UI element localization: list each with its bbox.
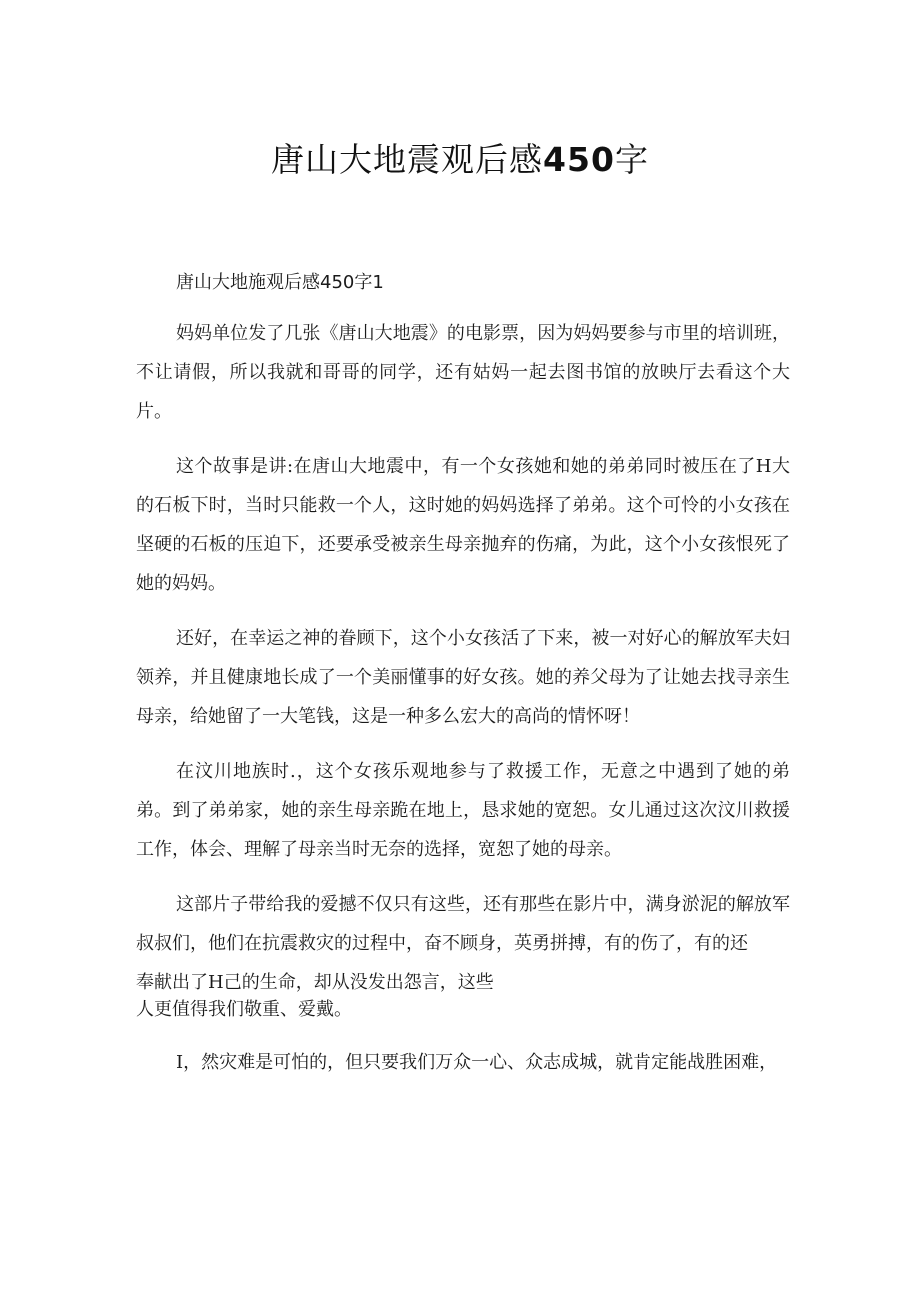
paragraph-3: 还好，在幸运之神的眷顾下，这个小女孩活了下来，被一对好心的解放军夫妇领养，并且健康地长成了一个美丽懂事的好女孩。她的养父母为了让她去找寻亲生母亲，给她留了一大笔钱，这是一种多么宏大的高尚的情怀呀！ — [136, 628, 790, 727]
paragraph-5-line-3: 奉献出了H己的生命，却从没发出怨言，这些 — [136, 972, 494, 993]
paragraph-2: 这个故事是讲:在唐山大地震中，有一个女孩她和她的弟弟同时被压在了H大的石板下时，当时只能救一个人，这时她的妈妈选择了弟弟。这个可怜的小女孩在坚硬的石板的压迫下，还要承受被亲生母亲抛弃的伤痛，为此，这个小女孩恨死了她的妈妈。 — [136, 456, 790, 594]
paragraph-1: 妈妈单位发了几张《唐山大地震》的电影票，因为妈妈要参与市里的培训班，不让请假，所以我就和哥哥的同学，还有姑妈一起去图书馆的放映厅去看这个大片。 — [136, 323, 790, 422]
page-title — [0, 136, 920, 184]
essay-body — [136, 314, 790, 1098]
title-text: 唐山大地震观后感 — [271, 140, 544, 179]
paragraph-6: I，然灾难是可怕的，但只要我们万众一心、众志成城，就肯定能战胜困难， — [176, 1052, 778, 1073]
title-suffix: 字 — [614, 140, 649, 179]
essay-subheading: 唐山大地施观后感450字1 — [176, 272, 384, 293]
paragraph-5-line-4: 人更值得我们敬重、爱戴。 — [136, 999, 352, 1020]
title-number: 450 — [543, 140, 615, 179]
paragraph-4: 在汶川地族时.，这个女孩乐观地参与了救援工作，无意之中遇到了她的弟弟。到了弟弟家，她的亲生母亲跪在地上，恳求她的宽恕。女儿通过这次汶川救援工作，体会、理解了母亲当时无奈的选择，宽恕了她的母亲。 — [136, 761, 790, 860]
paragraph-5-continuation — [136, 969, 790, 1023]
paragraph-5: 这部片子带给我的爱撼不仅只有这些，还有那些在影片中，满身淤泥的解放军叔叔们，他们在抗震救灾的过程中，奋不顾身，英勇拼搏，有的伤了，有的还 — [136, 894, 790, 954]
